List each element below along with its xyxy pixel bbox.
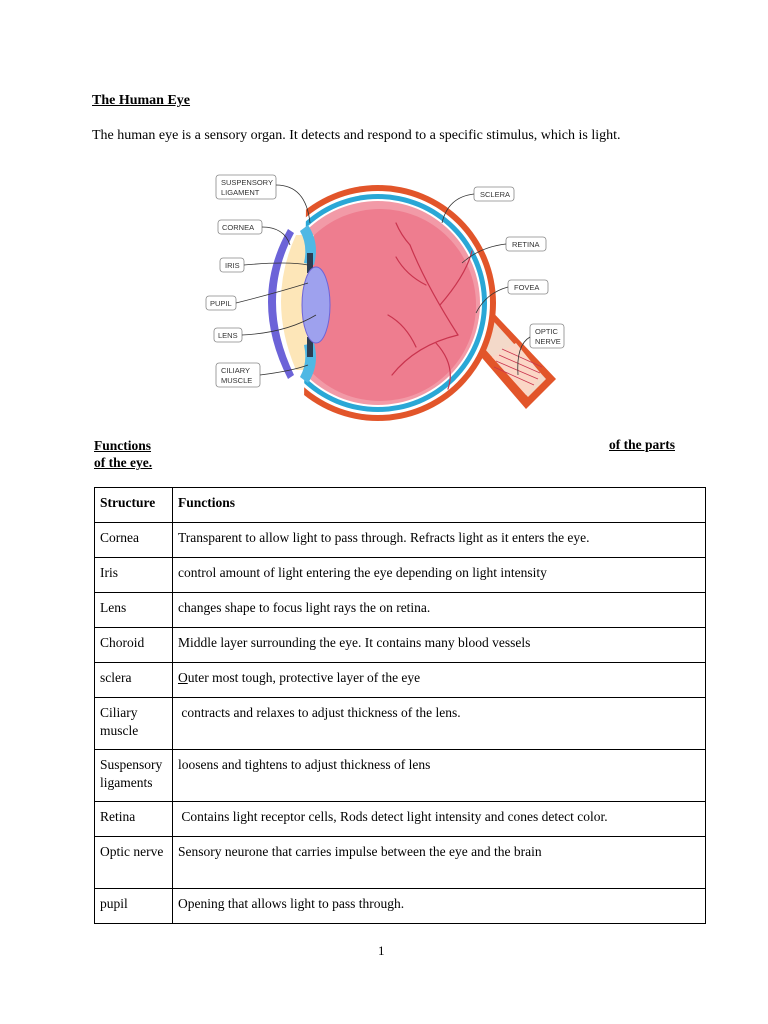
table-row	[95, 889, 706, 924]
structure-cell: Cornea	[95, 523, 173, 558]
label-sclera-text: SCLERA	[480, 190, 511, 199]
function-cell: Contains light receptor cells, Rods detect light intensity and cones detect color.	[173, 802, 706, 837]
eye-diagram	[196, 165, 608, 433]
table-row	[95, 802, 706, 837]
label-lens-text: LENS	[218, 331, 238, 340]
label-retina-text: RETINA	[512, 240, 540, 249]
label-cornea-text: CORNEA	[222, 223, 255, 232]
function-cell: Sensory neurone that carries impulse between the eye and the brain	[173, 837, 706, 889]
function-cell: Opening that allows light to pass through.	[173, 889, 706, 924]
header-functions: Functions	[173, 488, 706, 523]
page-title: The Human Eye	[92, 93, 191, 108]
table-row	[95, 663, 706, 698]
label-iris-text: IRIS	[225, 261, 240, 270]
table-row	[95, 750, 706, 802]
structure-cell: Iris	[95, 558, 173, 593]
structure-cell: Optic nerve	[95, 837, 173, 889]
function-cell: changes shape to focus light rays the on retina.	[173, 593, 706, 628]
table-row	[95, 628, 706, 663]
label-ciliary-line2: MUSCLE	[221, 376, 253, 385]
structure-cell: Choroid	[95, 628, 173, 663]
function-cell	[173, 663, 706, 698]
function-cell: Transparent to allow light to pass through. Refracts light as it enters the eye.	[173, 523, 706, 558]
table-row	[95, 698, 706, 750]
structure-cell: Lens	[95, 593, 173, 628]
function-cell: contracts and relaxes to adjust thickness of the lens.	[173, 698, 706, 750]
lens-shape	[302, 267, 330, 343]
label-ciliary-line1: CILIARY	[221, 366, 251, 375]
table-row	[95, 523, 706, 558]
label-suspensory-line1: SUSPENSORY	[221, 178, 273, 187]
table-header-row	[95, 488, 706, 523]
structure-cell: Suspensory ligaments	[95, 750, 173, 802]
function-rest: uter most tough, protective layer of the eye	[187, 670, 421, 685]
header-structure: Structure	[95, 488, 173, 523]
label-pupil-text: PUPIL	[210, 299, 232, 308]
function-cell: control amount of light entering the eye depending on light intensity	[173, 558, 706, 593]
structure-cell: Retina	[95, 802, 173, 837]
label-suspensory-line2: LIGAMENT	[221, 188, 260, 197]
table-row	[95, 593, 706, 628]
table-row	[95, 558, 706, 593]
function-cell: loosens and tightens to adjust thickness of lens	[173, 750, 706, 802]
label-fovea-text: FOVEA	[514, 283, 540, 292]
structure-cell: Ciliary muscle	[95, 698, 173, 750]
functions-heading-line1: Functions	[94, 438, 152, 453]
functions-table	[94, 487, 706, 924]
structure-cell: pupil	[95, 889, 173, 924]
function-first-letter: O	[178, 670, 188, 685]
table-row	[95, 837, 706, 889]
functions-heading-line2: of the eye.	[94, 455, 153, 470]
function-cell: Middle layer surrounding the eye. It contains many blood vessels	[173, 628, 706, 663]
label-optic-line2: NERVE	[535, 337, 561, 346]
intro-paragraph: The human eye is a sensory organ. It detects and respond to a specific stimulus, which is light.	[92, 128, 621, 143]
label-optic-line1: OPTIC	[535, 327, 558, 336]
functions-heading-left	[94, 437, 152, 471]
structure-cell: sclera	[95, 663, 173, 698]
functions-heading-right: of the parts	[609, 437, 675, 452]
page-number: 1	[378, 943, 385, 958]
